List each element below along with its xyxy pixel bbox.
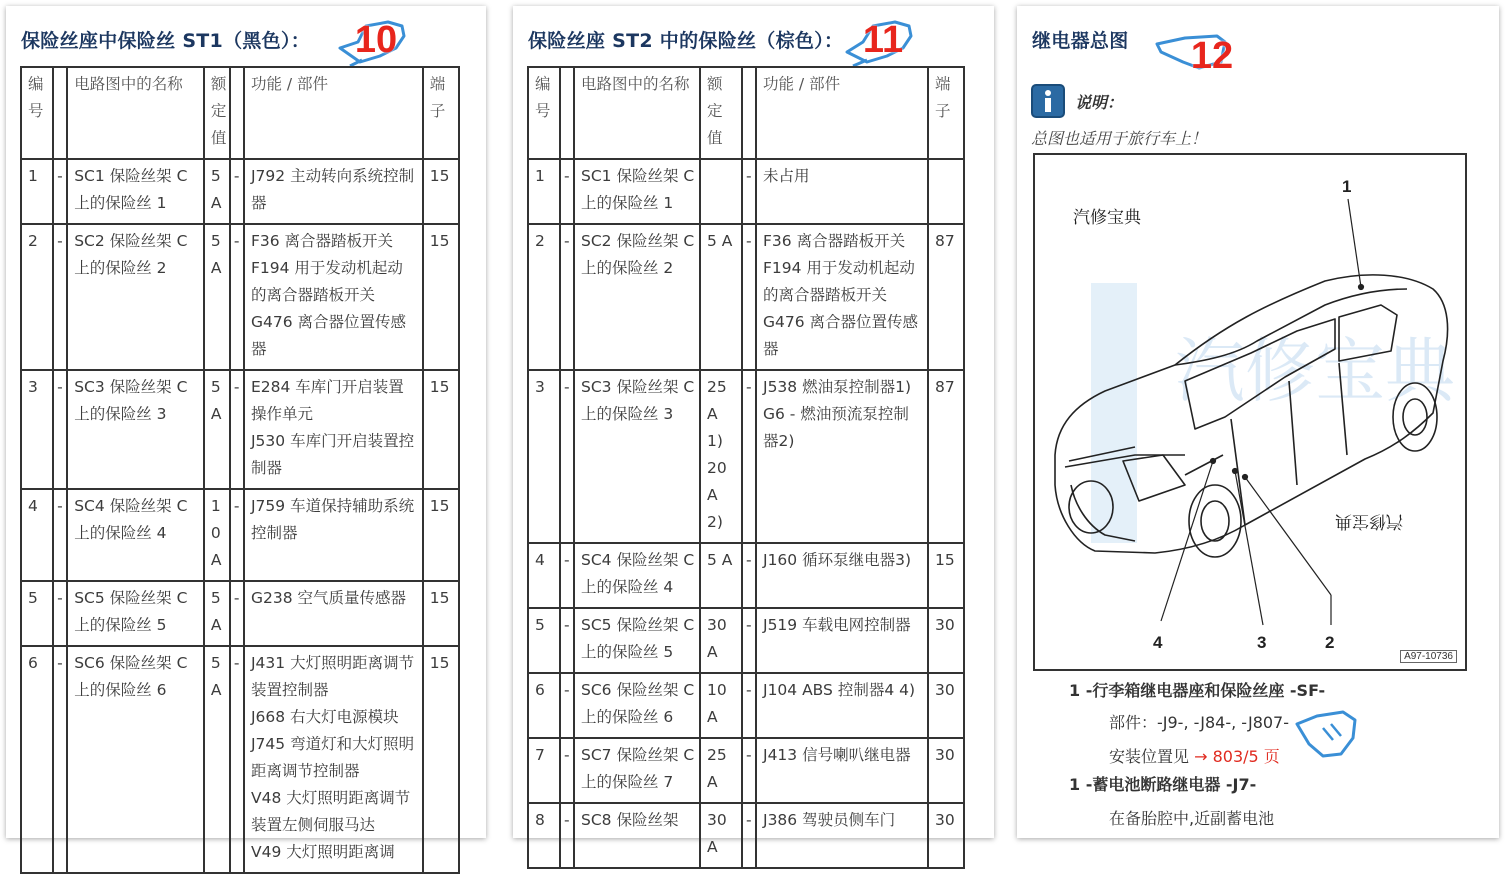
legend-item-text: 在备胎腔中,近副蓄电池: [1109, 809, 1275, 828]
header-rating: 额定值: [700, 67, 742, 159]
svg-text:汽修宝典: 汽修宝典: [1175, 330, 1455, 412]
step-number: 10: [354, 18, 398, 61]
watermark-text: 汽修宝典: [1073, 208, 1141, 228]
table-row: 2 - SC2 保险丝架 C 上的保险丝 2 5 A - F36 离合器踏板开关 F194 用于发动机起动的离合器踏板开关 G476 离合器位置传感器 15: [21, 224, 459, 370]
header-function: 功能 / 部件: [244, 67, 423, 159]
page-link[interactable]: → 803/5 页: [1194, 747, 1280, 766]
table-header-row: [528, 67, 964, 159]
header-function: 功能 / 部件: [756, 67, 928, 159]
step-hand: [1293, 704, 1363, 762]
car-illustration: [1035, 155, 1465, 669]
fuse-panel-st1: [6, 6, 486, 861]
info-note: [1031, 84, 1123, 118]
car-relay-figure: [1033, 153, 1467, 671]
table-row: 4 - SC4 保险丝架 C 上的保险丝 4 10 A - J759 车道保持辅助系统控制器 15: [21, 489, 459, 581]
header-name: 电路图中的名称: [574, 67, 700, 159]
panel-title: 保险丝座中保险丝 ST1（黑色）：: [21, 30, 311, 52]
panel-title: 继电器总图: [1032, 30, 1129, 52]
fuse-table: [527, 66, 965, 869]
panel-title: 保险丝座 ST2 中的保险丝（棕色）：: [528, 30, 844, 52]
callout-2: 2: [1325, 633, 1335, 652]
table-header-row: [21, 67, 459, 159]
note-text: 总图也适用于旅行车上！: [1031, 129, 1208, 148]
table-row: 6 - SC6 保险丝架 C 上的保险丝 6 5 A - J431 大灯照明距离调节装置控制器 J668 右大灯电源模块 J745 弯道灯和大灯照明距离调节控制器 V48 大灯照明距离调节装置左侧伺服马达 V49 大灯照明距离调 15: [21, 646, 459, 873]
legend-item-heading: 1 -蓄电池断路继电器 -J7-: [1069, 775, 1257, 794]
figure-ref: A97-10736: [1400, 650, 1457, 663]
callout-1: 1: [1342, 177, 1352, 196]
header-no: 编号: [21, 67, 53, 159]
info-icon: [1031, 84, 1065, 118]
legend-item-location: 安装位置见 → 803/5 页: [1109, 747, 1280, 766]
note-label: 说明：: [1075, 92, 1124, 112]
header-no: 编号: [528, 67, 560, 159]
header-rating: 额定值: [204, 67, 230, 159]
step-marker: [336, 12, 416, 68]
table-row: 3 - SC3 保险丝架 C 上的保险丝 3 25 A 1) 20 A 2) - J538 燃油泵控制器1) G6 - 燃油预流泵控制器2) 87: [528, 370, 964, 543]
pointing-hand-icon: [1293, 704, 1363, 762]
fuse-table: [20, 66, 460, 874]
table-row: 4 - SC4 保险丝架 C 上的保险丝 4 5 A - J160 循环泵继电器3) 15: [528, 543, 964, 608]
header-terminal: 端子: [928, 67, 964, 159]
callout-4: 4: [1153, 633, 1163, 652]
table-row: 2 - SC2 保险丝架 C 上的保险丝 2 5 A - F36 离合器踏板开关 F194 用于发动机起动的离合器踏板开关 G476 离合器位置传感器 87: [528, 224, 964, 370]
table-row: 8 - SC8 保险丝架 30A - J386 驾驶员侧车门 30: [528, 803, 964, 868]
table-row: 5 - SC5 保险丝架 C 上的保险丝 5 5 A - G238 空气质量传感器 15: [21, 581, 459, 646]
table-row: 7 - SC7 保险丝架 C 上的保险丝 7 25 A - J413 信号喇叭继电器 30: [528, 738, 964, 803]
legend-item-heading: 1 -行李箱继电器座和保险丝座 -SF-: [1069, 681, 1326, 700]
header-terminal: 端子: [423, 67, 459, 159]
legend-item-text: 部件：-J9-, -J84-, -J807-: [1109, 713, 1290, 732]
callout-3: 3: [1257, 633, 1267, 652]
table-row: 6 - SC6 保险丝架 C 上的保险丝 6 10 A - J104 ABS 控制器4 4) 30: [528, 673, 964, 738]
step-number: 12: [1190, 34, 1234, 77]
table-row: 1 - SC1 保险丝架 C 上的保险丝 1 - 未占用: [528, 159, 964, 224]
table-row: 1 - SC1 保险丝架 C 上的保险丝 1 5 A - J792 主动转向系统控制器 15: [21, 159, 459, 224]
step-marker: [1155, 22, 1235, 80]
table-row: 3 - SC3 保险丝架 C 上的保险丝 3 5 A - E284 车库门开启装置操作单元 J530 车库门开启装置控制器 15: [21, 370, 459, 489]
step-number: 11: [862, 18, 904, 61]
relay-overview-panel: [1017, 6, 1499, 838]
fuse-panel-st2: [513, 6, 994, 856]
table-row: 5 - SC5 保险丝架 C 上的保险丝 5 30A - J519 车载电网控制器 30: [528, 608, 964, 673]
watermark-text-inverted: 汽修宝典: [1335, 511, 1403, 531]
step-marker: [843, 12, 923, 68]
header-name: 电路图中的名称: [67, 67, 204, 159]
